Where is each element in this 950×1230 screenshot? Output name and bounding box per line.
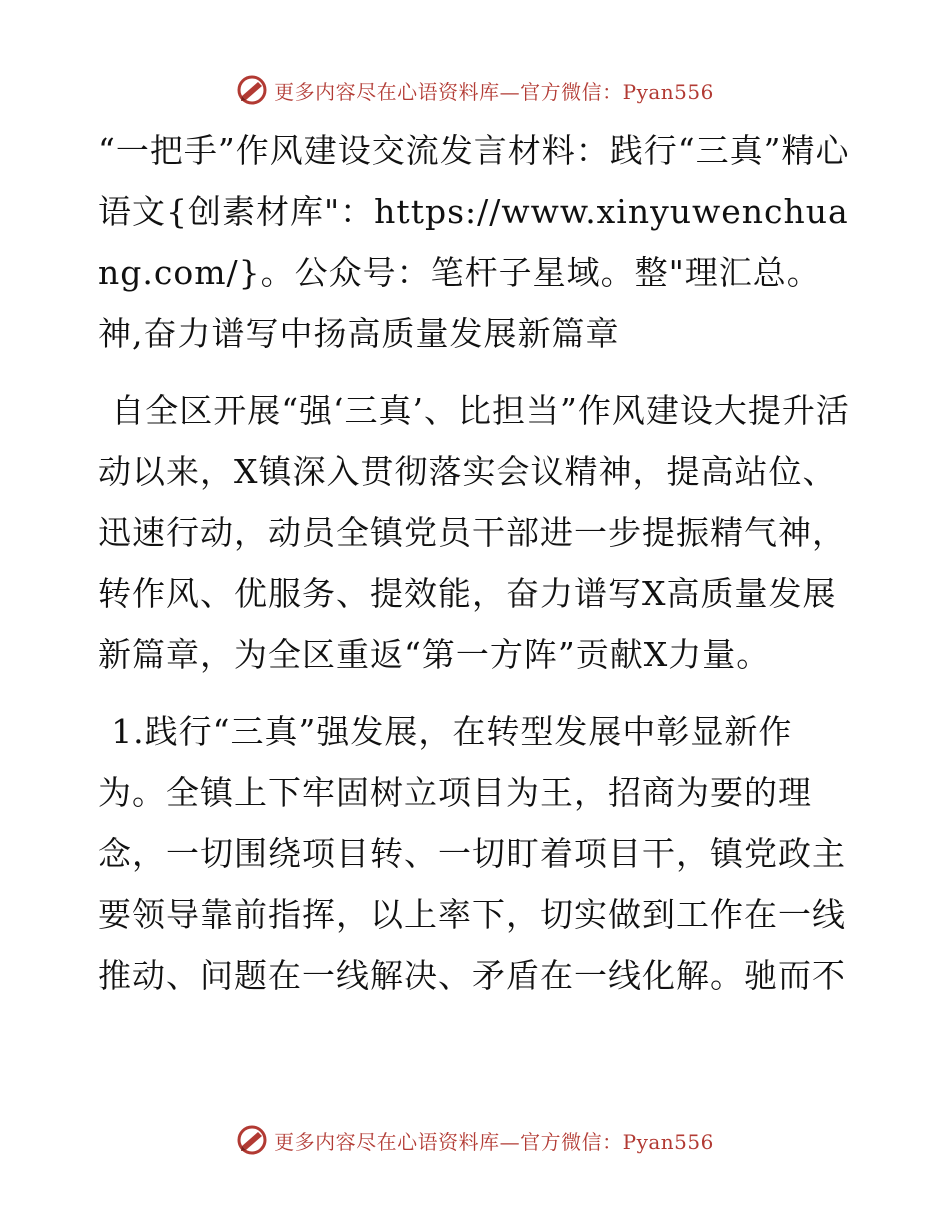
footer-banner-text: 更多内容尽在心语资料库—官方微信：Pyan556: [274, 1129, 714, 1154]
red-pen-seal-logo: [236, 74, 268, 106]
body-paragraph: 自全区开展“强‘三真’、比担当”作风建设大提升活动以来，X镇深入贯彻落实会议精神，提高站位、迅速行动，动员全镇党员干部进一步提振精气神，转作风、优服务、提效能，奋力谱写X高质量发展新篇章，为全区重返“第一方阵”贡献X力量。: [98, 391, 850, 674]
header-banner: [0, 70, 950, 110]
document-title-paragraph: “一把手”作风建设交流发言材料：践行“三真”精心语文{创素材库"：https://www.xinyuwenchuang.com/}。公众号：笔杆子星域。整"理汇总。神,奋力谱写中扬高质量发展新篇章: [98, 131, 850, 353]
body-paragraph: 1.践行“三真”强发展，在转型发展中彰显新作为。全镇上下牢固树立项目为王，招商为要的理念，一切围绕项目转、一切盯着项目干，镇党政主要领导靠前指挥，以上率下，切实做到工作在一线推动、问题在一线解决、矛盾在一线化解。驰而不: [98, 712, 846, 995]
header-banner-text: 更多内容尽在心语资料库—官方微信：Pyan556: [274, 79, 714, 104]
red-pen-seal-logo: [236, 1124, 268, 1156]
document-body: [98, 120, 858, 1006]
footer-banner: [0, 1120, 950, 1160]
